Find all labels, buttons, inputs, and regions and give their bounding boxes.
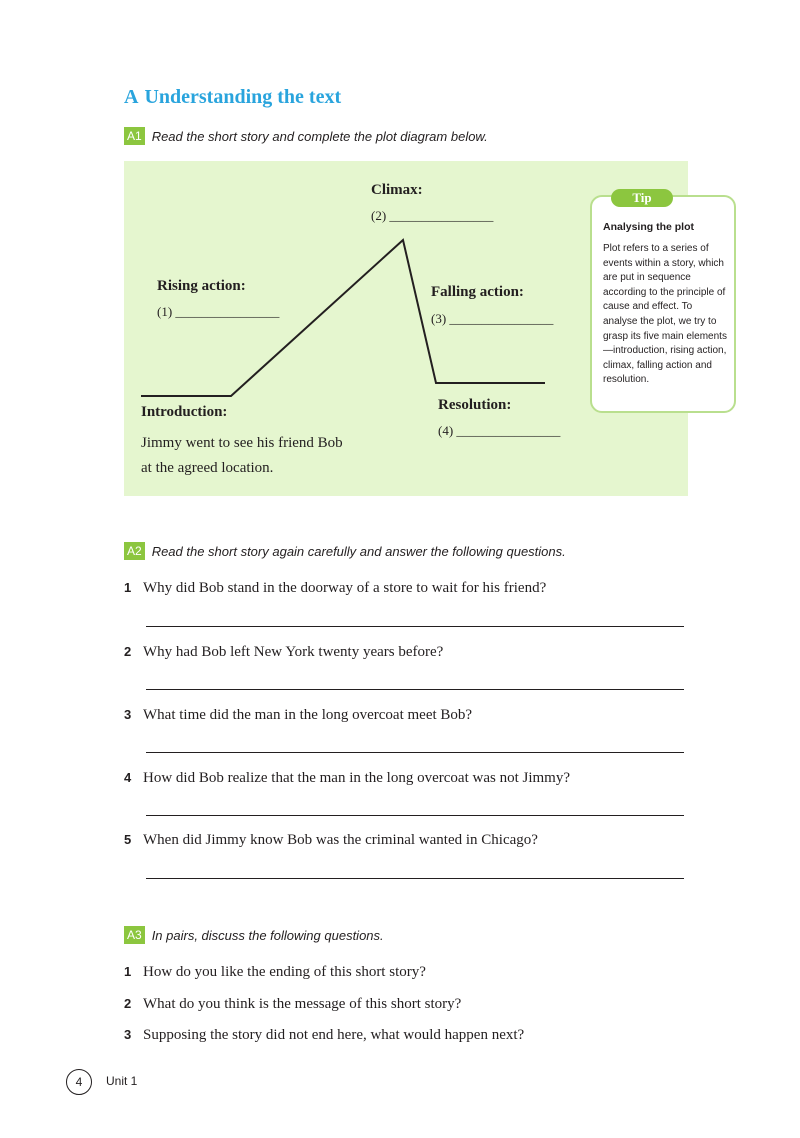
question-number: 3 — [124, 1027, 132, 1042]
answer-line[interactable] — [146, 626, 684, 627]
question-text: Why had Bob left New York twenty years before? — [143, 644, 444, 660]
discussion-question-2 — [124, 996, 461, 1013]
question-a2-1 — [124, 580, 546, 597]
introduction-text-line: at the agreed location. — [141, 460, 274, 476]
answer-line[interactable] — [146, 752, 684, 753]
task-badge-a1: A1 — [124, 127, 145, 145]
answer-line[interactable] — [146, 815, 684, 816]
task-instruction-a2: Read the short story again carefully and answer the following questions. — [151, 543, 566, 559]
question-number: 2 — [124, 996, 132, 1011]
question-text: Supposing the story did not end here, what would happen next? — [143, 1027, 525, 1043]
question-text: What do you think is the message of this short story? — [143, 996, 462, 1012]
task-badge-a2: A2 — [124, 542, 145, 560]
task-a2 — [124, 542, 566, 560]
question-text: How do you like the ending of this short story? — [143, 964, 426, 980]
question-number: 1 — [124, 964, 132, 979]
discussion-question-1 — [124, 964, 426, 981]
question-a2-4 — [124, 770, 570, 787]
answer-line[interactable] — [146, 878, 684, 879]
question-text: What time did the man in the long overcoat meet Bob? — [143, 707, 473, 723]
section-letter: A — [124, 86, 139, 108]
question-a2-3 — [124, 707, 472, 724]
question-number: 3 — [124, 707, 132, 722]
section-title-text: Understanding the text — [144, 86, 342, 108]
question-number: 1 — [124, 580, 132, 595]
tip-body: Plot refers to a series of events within a story, which are put in sequence according to the principle of cause and effect. To analyse the plot, we try to grasp its five main elements—introduction, rising action, climax, falling action and resolution. — [603, 243, 727, 386]
tip-heading: Analysing the plot — [603, 221, 695, 233]
task-instruction-a1: Read the short story and complete the plot diagram below. — [151, 128, 488, 144]
tip-tab: Tip — [611, 189, 673, 207]
discussion-question-3 — [124, 1027, 524, 1044]
answer-line[interactable] — [146, 689, 684, 690]
question-a2-5 — [124, 832, 538, 849]
question-text: When did Jimmy know Bob was the criminal wanted in Chicago? — [143, 832, 538, 848]
page-number: 4 — [66, 1069, 92, 1095]
introduction-text — [141, 431, 343, 481]
climax-label: Climax: — [371, 182, 423, 198]
falling-action-blank: (3) ________________ — [431, 311, 554, 326]
question-text: How did Bob realize that the man in the long overcoat was not Jimmy? — [143, 770, 570, 786]
question-number: 5 — [124, 832, 132, 847]
task-a3 — [124, 926, 384, 944]
rising-action-label: Rising action: — [157, 278, 246, 294]
falling-action-label: Falling action: — [431, 284, 524, 300]
introduction-text-line: Jimmy went to see his friend Bob — [141, 435, 343, 451]
question-text: Why did Bob stand in the doorway of a store to wait for his friend? — [143, 580, 547, 596]
question-a2-2 — [124, 644, 443, 661]
resolution-blank: (4) ________________ — [438, 423, 561, 438]
introduction-label: Introduction: — [141, 404, 228, 420]
question-number: 4 — [124, 770, 132, 785]
resolution-label: Resolution: — [438, 397, 512, 413]
unit-label: Unit 1 — [106, 1074, 138, 1088]
task-badge-a3: A3 — [124, 926, 145, 944]
climax-blank: (2) ________________ — [371, 208, 494, 223]
task-instruction-a3: In pairs, discuss the following questions. — [151, 927, 384, 943]
question-number: 2 — [124, 644, 132, 659]
rising-action-blank: (1) ________________ — [157, 304, 280, 319]
